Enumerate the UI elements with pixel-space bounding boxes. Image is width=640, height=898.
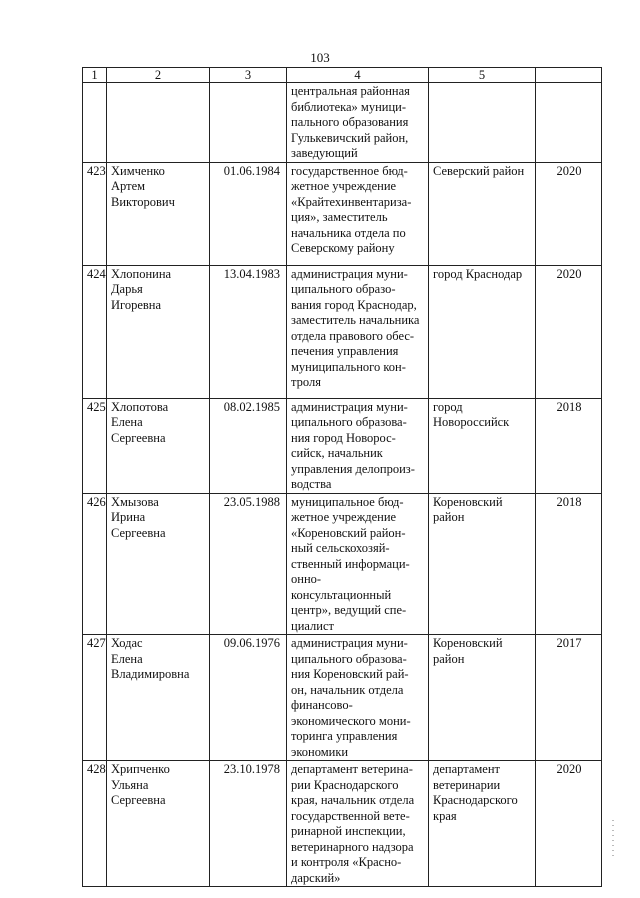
row-number: 427 (83, 635, 107, 761)
workplace-position: администрация муни- ципального образова- ния город Новорос- сийск, начальник управления делопроиз- водства (287, 398, 429, 493)
birth-date: 01.06.1984 (210, 162, 287, 265)
year: 2018 (536, 493, 602, 635)
column-header-4: 4 (287, 68, 429, 83)
row-number: 428 (83, 761, 107, 887)
year: 2020 (536, 162, 602, 265)
row-number: 423 (83, 162, 107, 265)
municipality: департамент ветеринарии Краснодарского края (429, 761, 536, 887)
workplace-position: департамент ветерина- рии Краснодарского края, начальник отдела государственной вете- ринарной инспекции, ветеринарного надзора и контроля «Красно- дарский» (287, 761, 429, 887)
registry-table (82, 67, 602, 887)
municipality: город Краснодар (429, 265, 536, 398)
row-number: 425 (83, 398, 107, 493)
year (536, 83, 602, 163)
municipality (429, 83, 536, 163)
page-number: 103 (310, 50, 330, 65)
person-name: Хлопотова Елена Сергеевна (107, 398, 210, 493)
table-row (83, 162, 602, 265)
column-header-1: 1 (83, 68, 107, 83)
table-row (83, 83, 602, 163)
table-row (83, 761, 602, 887)
person-name: Хмызова Ирина Сергеевна (107, 493, 210, 635)
header-row (83, 68, 602, 83)
municipality: Кореновский район (429, 635, 536, 761)
municipality: город Новороссийск (429, 398, 536, 493)
column-header-5: 5 (429, 68, 536, 83)
municipality: Кореновский район (429, 493, 536, 635)
person-name: Хрипченко Ульяна Сергеевна (107, 761, 210, 887)
table-row (83, 265, 602, 398)
municipality: Северский район (429, 162, 536, 265)
column-header-6 (536, 68, 602, 83)
workplace-position: центральная районная библиотека» муници- пального образования Гулькевичский район, заведующий (287, 83, 429, 163)
year: 2020 (536, 761, 602, 887)
birth-date: 13.04.1983 (210, 265, 287, 398)
person-name: Ходас Елена Владимировна (107, 635, 210, 761)
workplace-position: администрация муни- ципального образова- ния Кореновский рай- он, начальник отдела финансово- экономического мони- торинга управления экономики (287, 635, 429, 761)
birth-date: 09.06.1976 (210, 635, 287, 761)
table-row (83, 635, 602, 761)
workplace-position: администрация муни- ципального образо- вания город Краснодар, заместитель начальника отдела правового обес- печения управления муниципального кон- троля (287, 265, 429, 398)
year: 2018 (536, 398, 602, 493)
person-name: Хлопонина Дарья Игоревна (107, 265, 210, 398)
workplace-position: государственное бюд- жетное учреждение «Крайтехинвентариза- ция», заместитель начальника отдела по Северскому району (287, 162, 429, 265)
scan-margin-mark (612, 820, 614, 860)
person-name (107, 83, 210, 163)
birth-date: 08.02.1985 (210, 398, 287, 493)
table-row (83, 493, 602, 635)
birth-date: 23.05.1988 (210, 493, 287, 635)
column-header-2: 2 (107, 68, 210, 83)
year: 2017 (536, 635, 602, 761)
person-name: Химченко Артем Викторович (107, 162, 210, 265)
table-row (83, 398, 602, 493)
workplace-position: муниципальное бюд- жетное учреждение «Кореновский район- ный сельскохозяй- ственный информаци- онно- консультационный центр», ведущий спе- циалист (287, 493, 429, 635)
row-number (83, 83, 107, 163)
birth-date (210, 83, 287, 163)
birth-date: 23.10.1978 (210, 761, 287, 887)
row-number: 426 (83, 493, 107, 635)
row-number: 424 (83, 265, 107, 398)
column-header-3: 3 (210, 68, 287, 83)
year: 2020 (536, 265, 602, 398)
